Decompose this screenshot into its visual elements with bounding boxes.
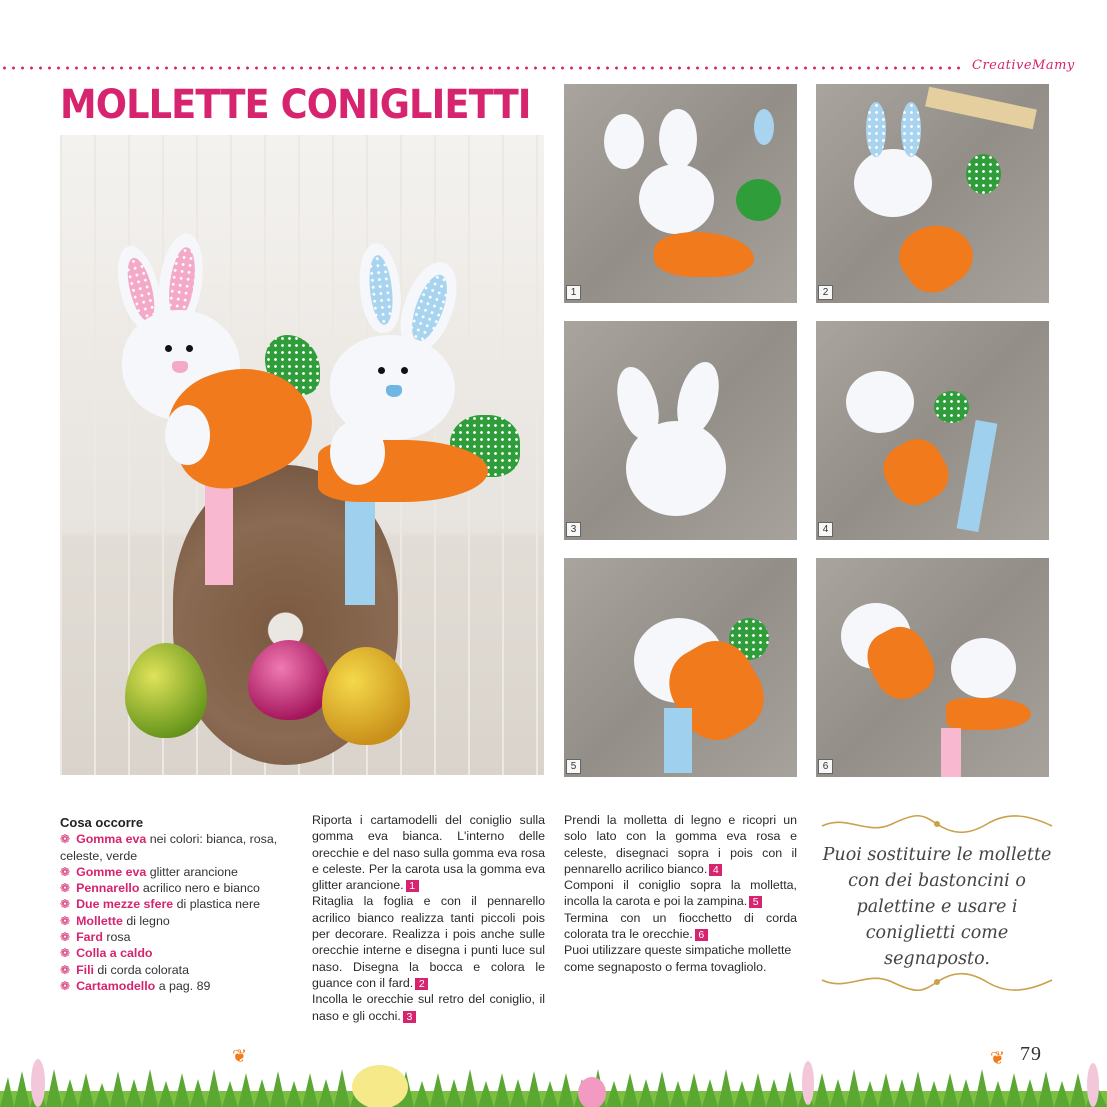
step-photo-1 xyxy=(564,84,797,303)
flower-bullet-icon: ❁ xyxy=(60,881,71,896)
instruction-paragraph xyxy=(312,893,545,991)
step-number: 4 xyxy=(818,522,833,537)
instruction-paragraph xyxy=(312,812,545,893)
leaf-template xyxy=(736,179,781,221)
bunny-eye xyxy=(186,345,193,352)
ear-template xyxy=(604,114,644,169)
bunny-eye xyxy=(378,367,385,374)
step-photo-4 xyxy=(816,321,1049,540)
instruction-text: Componi il coniglio sopra la molletta, incolla la carota e poi la zampina. xyxy=(564,878,797,909)
step-ref: 5 xyxy=(749,896,762,908)
bunny-paw xyxy=(165,405,210,465)
material-item xyxy=(60,945,292,961)
instruction-text: Incolla le orecchie sul retro del coniglio, il naso e gli occhi. xyxy=(312,992,545,1023)
page-title: MOLLETTE CONIGLIETTI xyxy=(60,82,531,128)
step-photo-3 xyxy=(564,321,797,540)
tip-text: Puoi sostituire le mollette con dei bastoncini o palettine e usare i coniglietti come segnaposto. xyxy=(822,845,1052,969)
materials-heading: Cosa occorre xyxy=(60,815,144,830)
material-item xyxy=(60,864,292,880)
page-number: 79 xyxy=(1020,1043,1042,1065)
step-ref: 2 xyxy=(415,978,428,990)
instruction-paragraph: Puoi utilizzare queste simpatiche mollette come segnaposto o ferma tovagliolo. xyxy=(564,943,792,974)
bunny-paw xyxy=(330,420,385,485)
brand-logo: CreativeMamy xyxy=(972,58,1075,73)
material-name: Due mezze sfere xyxy=(76,897,174,912)
step-photo-2 xyxy=(816,84,1049,303)
materials-column xyxy=(60,815,292,994)
flower-bullet-icon: ❁ xyxy=(60,864,71,879)
bunny-head xyxy=(846,371,914,433)
material-detail: rosa xyxy=(102,930,131,945)
flower-bullet-icon: ❁ xyxy=(60,832,71,847)
material-item xyxy=(60,831,292,864)
carrot xyxy=(946,698,1031,730)
clothespin xyxy=(925,87,1037,129)
main-photo xyxy=(60,135,544,775)
step-ref: 1 xyxy=(406,880,419,892)
clothespin xyxy=(664,708,692,773)
instruction-text: Prendi la molletta di legno e ricopri un solo lato con la gomma eva rosa e celeste, disegnaci sopra i pois con il pennarello acrilico bianco. xyxy=(564,813,797,876)
instruction-paragraph xyxy=(564,812,797,877)
grass-decoration xyxy=(0,1057,1107,1107)
material-name: Cartamodello xyxy=(76,978,156,993)
flower-bullet-icon: ❁ xyxy=(60,897,71,912)
instructions-column-2 xyxy=(564,812,797,975)
material-item xyxy=(60,978,292,994)
instruction-text: Ritaglia la foglia e con il pennarello acrilico bianco realizza tanti piccoli pois per decorare. Realizza i pois anche sulle orecchie interne e disegna i punti luce sul naso. Disegna la bocca e colora le guance con il fard. xyxy=(312,894,545,990)
material-item xyxy=(60,962,292,978)
material-name: Gomma eva xyxy=(76,832,147,847)
step-number: 6 xyxy=(818,759,833,774)
material-detail: acrilico nero e bianco xyxy=(139,881,260,896)
material-name: Pennarello xyxy=(76,881,140,896)
step-ref: 6 xyxy=(695,929,708,941)
material-detail: glitter arancione xyxy=(146,864,238,879)
butterfly-icon: ❦ xyxy=(990,1048,1006,1068)
butterfly-icon: ❦ xyxy=(232,1046,248,1066)
bunny-head xyxy=(626,421,726,516)
instruction-paragraph xyxy=(312,991,545,1024)
flourish-bottom xyxy=(817,970,1057,994)
instructions-column-1 xyxy=(312,812,545,1024)
materials-list xyxy=(60,831,292,994)
material-item xyxy=(60,929,292,945)
bunny-eye xyxy=(165,345,172,352)
head-template xyxy=(639,164,714,234)
material-name: Fard xyxy=(76,930,103,945)
bunny-eye xyxy=(401,367,408,374)
flower-bullet-icon: ❁ xyxy=(60,930,71,945)
bunny-nose xyxy=(386,385,402,397)
material-detail: di plastica nere xyxy=(173,897,260,912)
material-item xyxy=(60,880,292,896)
bunny-nose xyxy=(172,361,188,373)
step-number: 2 xyxy=(818,285,833,300)
step-number: 1 xyxy=(566,285,581,300)
material-detail: nei colori: bianca, rosa, celeste, verde xyxy=(60,832,278,863)
step-number: 5 xyxy=(566,759,581,774)
material-name: Mollette xyxy=(76,913,123,928)
instruction-text: Termina con un fiocchetto di corda colorata tra le orecchie. xyxy=(564,910,797,942)
carrot xyxy=(889,210,984,303)
instruction-text: Riporta i cartamodelli del coniglio sulla gomma eva bianca. L'interno delle orecchie e del naso sulla gomma eva rosa e celeste. Per la carota usa la gomma eva glitter arancione. xyxy=(312,813,545,893)
ear-inner-template xyxy=(754,109,774,145)
flower-bullet-icon: ❁ xyxy=(60,913,71,928)
bunny-ear-inner xyxy=(866,102,886,157)
instruction-paragraph xyxy=(564,910,797,943)
dotted-divider xyxy=(0,66,965,70)
tip-box xyxy=(817,812,1057,992)
clothespin xyxy=(345,490,375,605)
carrot-leaf xyxy=(966,154,1001,194)
bunny-head xyxy=(854,149,932,217)
carrot-leaf xyxy=(934,391,969,423)
clothespin xyxy=(957,420,998,532)
carrot xyxy=(875,430,958,514)
material-detail: di legno xyxy=(122,913,170,928)
material-item xyxy=(60,896,292,912)
step-ref: 3 xyxy=(403,1011,416,1023)
bunny-ear-inner xyxy=(901,102,921,157)
material-name: Gomme eva xyxy=(76,864,147,879)
step-photo-5 xyxy=(564,558,797,777)
material-detail: di corda colorata xyxy=(93,962,190,977)
material-name: Colla a caldo xyxy=(76,946,153,961)
material-item xyxy=(60,913,292,929)
flower-bullet-icon: ❁ xyxy=(60,962,71,977)
flower-bullet-icon: ❁ xyxy=(60,946,71,961)
step-photo-6 xyxy=(816,558,1049,777)
bunny-head xyxy=(951,638,1016,698)
flower-bullet-icon: ❁ xyxy=(60,978,71,993)
material-detail: a pag. 89 xyxy=(155,978,211,993)
instruction-paragraph xyxy=(564,877,797,910)
step-ref: 4 xyxy=(709,864,722,876)
carrot-template xyxy=(654,232,754,277)
clothespin xyxy=(941,728,961,777)
chocolate-egg xyxy=(322,647,410,745)
flourish-top xyxy=(817,812,1057,836)
ear-template xyxy=(659,109,697,169)
material-name: Fili xyxy=(76,962,94,977)
step-number: 3 xyxy=(566,522,581,537)
